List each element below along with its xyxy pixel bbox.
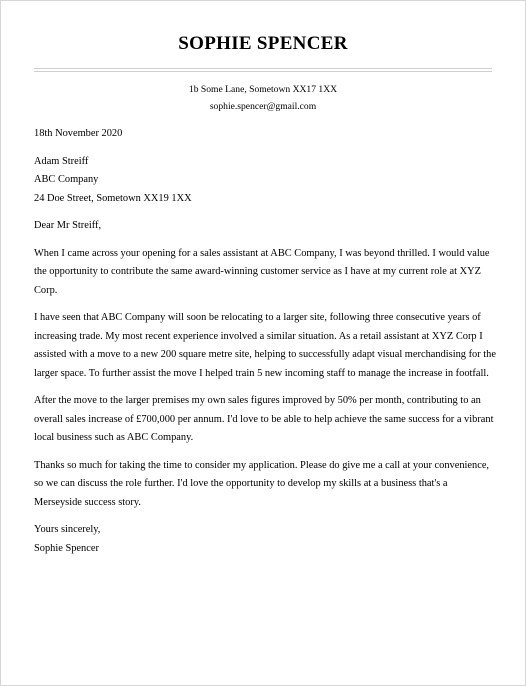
closing: Yours sincerely, <box>34 524 101 535</box>
recipient-name: Adam Streiff <box>34 155 89 167</box>
paragraph-1: When I came across your opening for a sales assistant at ABC Company, I was beyond thrilled. I would value the opportunity to contribute the same award-winning customer service as I have at my current role at XYZ Corp. <box>34 247 490 296</box>
paragraph-3: After the move to the larger premises my own sales figures improved by 50% per month, contributing to an overall sales increase of £700,000 per annum. I'd love to be able to help achieve the same success for a vibrant local business such as ABC Company. <box>34 395 494 443</box>
paragraph-4: Thanks so much for taking the time to consider my application. Please do give me a call at your convenience, so we can discuss the role further. I'd love the opportunity to develop my skills at a business that's a Merseyside success story. <box>34 459 490 508</box>
recipient-company: ABC Company <box>34 174 99 185</box>
recipient-address: 24 Doe Street, Sometown XX19 1XX <box>34 192 192 204</box>
salutation: Dear Mr Streiff, <box>34 220 102 231</box>
header-divider-top <box>34 68 492 69</box>
letter-body <box>34 125 496 558</box>
applicant-address: 1b Some Lane, Sometown XX17 1XX <box>188 84 338 95</box>
applicant-email: sophie.spencer@gmail.com <box>209 101 317 112</box>
applicant-name: SOPHIE SPENCER <box>178 33 348 54</box>
signature: Sophie Spencer <box>34 542 99 554</box>
header-divider-bottom <box>34 71 492 72</box>
letter-date: 18th November 2020 <box>34 128 123 139</box>
paragraph-2: I have seen that ABC Company will soon be relocating to a larger site, following three consecutive years of increasing trade. My most recent experience involved a similar situation. As a retail assistant at XYZ Corp I assisted with a move to a new 200 square metre site, helping to successfully adapt visual merchandising for the larger space. To further assist the move I helped train 5 new incoming staff to manage the increase in footfall. <box>34 312 496 379</box>
